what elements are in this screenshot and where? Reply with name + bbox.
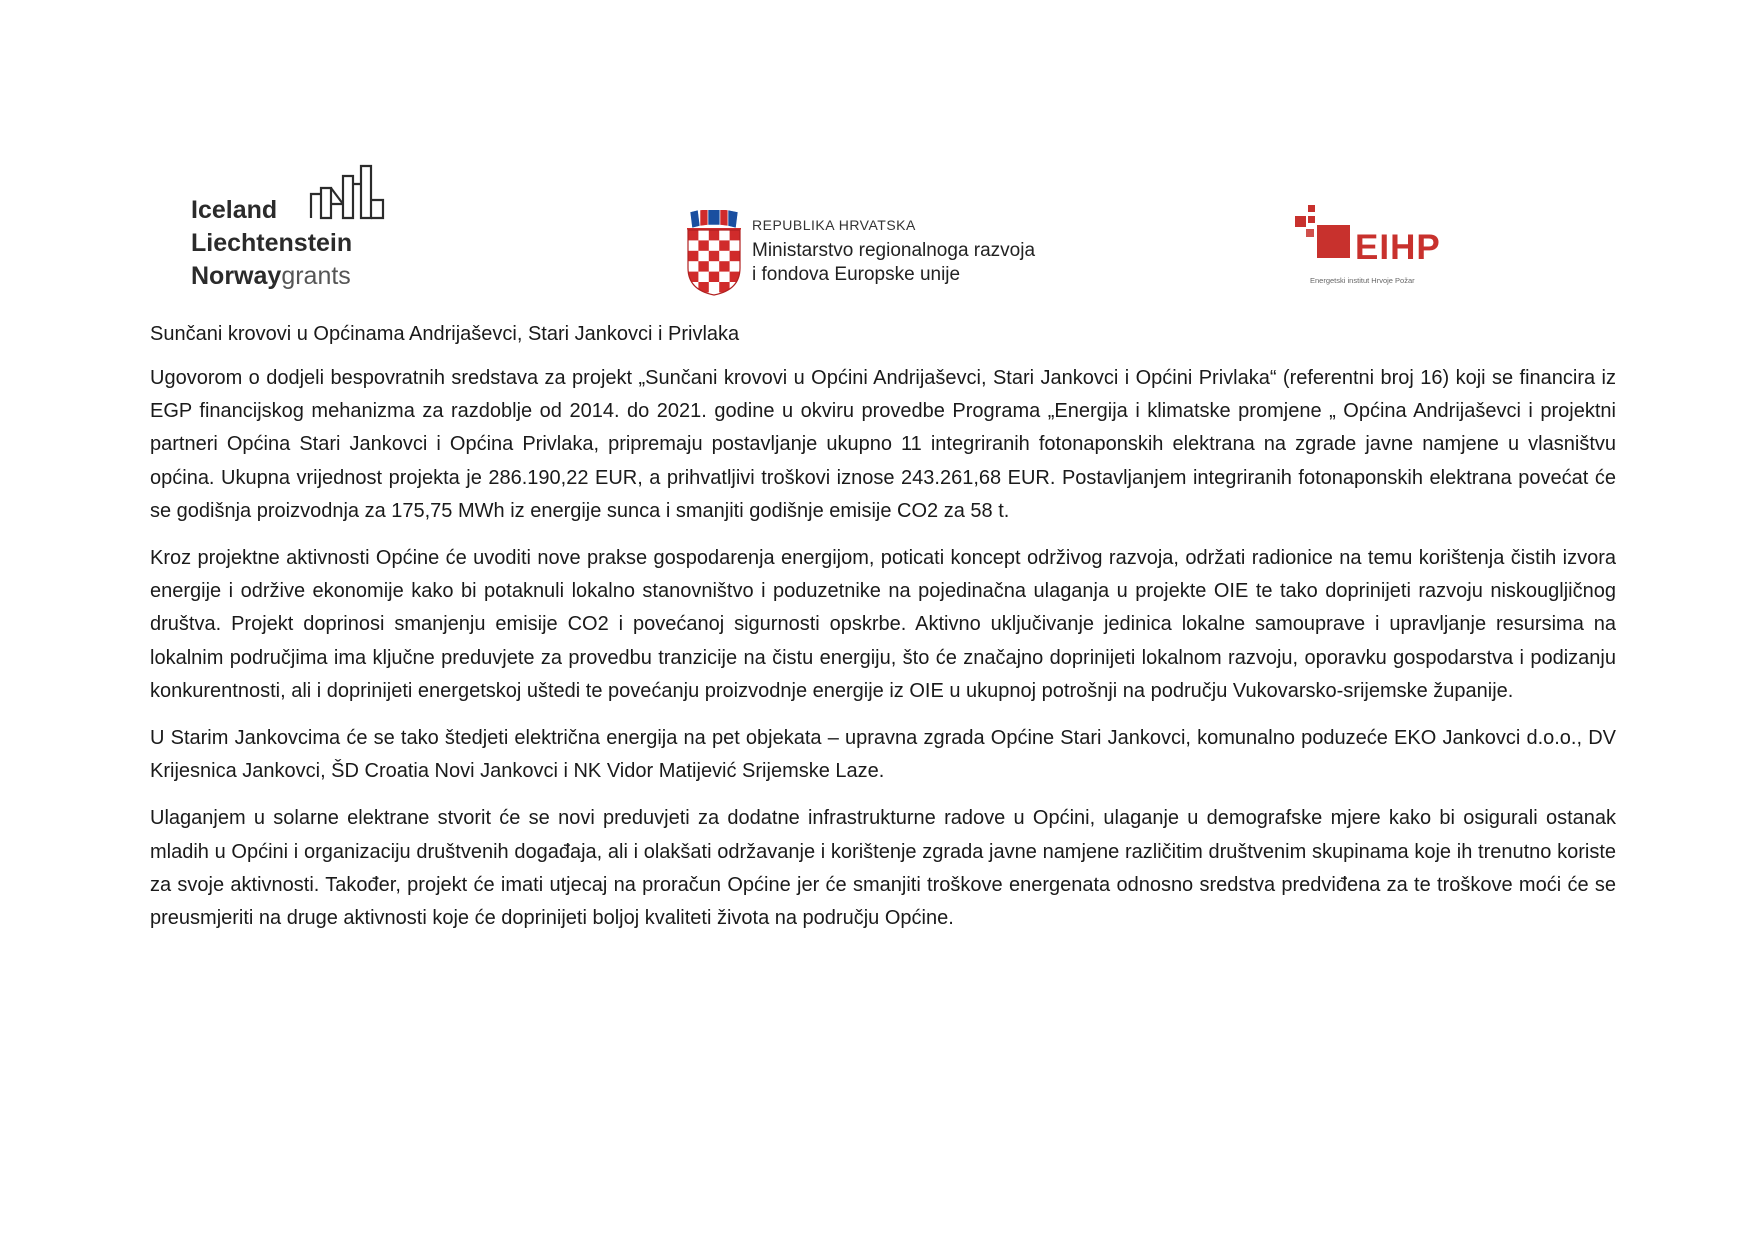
eea-logo-norway: Norway — [191, 262, 282, 290]
document-body — [150, 318, 1616, 949]
eea-logo-line-norway — [191, 261, 351, 291]
eihp-squares-mark-icon — [1290, 205, 1352, 267]
paragraph-project-overview: Ugovorom o dodjeli bespovratnih sredstava za projekt „Sunčani krovovi u Općini Andrijaševci, Stari Jankovci i Općini Privlaka“ (referentni broj 16) koji se financira iz EGP financijskog mehanizma za razdoblje od 2014. do 2021. godine u okviru provedbe Programa „Energija i klimatske promjene „ Općina Andrijaševci i projektni partneri Općina Stari Jankovci i Općina Privlaka, pripremaju postavljanje ukupno 11 integriranih fotonaponskih elektrana na zgrade javne namjene u vlasništvu općina. Ukupna vrijednost projekta je 286.190,22 EUR, a prihvatljivi troškovi iznose 243.261,68 EUR. Postavljanjem integriranih fotonaponskih elektrana povećat će se godišnja proizvodnja za 175,75 MWh iz energije sunca i smanjiti godišnje emisije CO2 za 58 t. — [150, 367, 1616, 522]
eea-logo-grants: grants — [281, 262, 351, 290]
eea-logo-line-iceland: Iceland — [191, 196, 278, 224]
croatian-coat-of-arms-icon — [686, 210, 742, 296]
eea-norway-grants-logo — [191, 160, 411, 300]
republic-label: REPUBLIKA HRVATSKA — [752, 217, 916, 233]
ministry-name-line1: Ministarstvo regionalnoga razvoja — [752, 240, 1036, 261]
paragraph-stari-jankovci-buildings: U Starim Jankovcima će se tako štedjeti električna energija na pet objekata – upravna zgrada Općine Stari Jankovci, komunalno poduzeće EKO Jankovci d.o.o., DV Krijesnica Jankovci, ŠD Croatia Novi Jankovci i NK Vidor Matijević Srijemske Laze. — [150, 727, 1616, 783]
eihp-name: EIHP — [1355, 228, 1441, 267]
ministry-logo — [686, 210, 1046, 300]
eihp-logo — [1290, 205, 1470, 295]
document-title: Sunčani krovovi u Općinama Andrijaševci, Stari Jankovci i Privlaka — [150, 323, 740, 345]
eea-grants-mark-icon — [309, 164, 389, 220]
eihp-subtitle: Energetski institut Hrvoje Požar — [1310, 276, 1415, 285]
paragraph-project-activities: Kroz projektne aktivnosti Općine će uvoditi nove prakse gospodarenja energijom, poticati koncept održivog razvoja, održati radionice na temu korištenja čistih izvora energije i održive ekonomije kako bi potaknuli lokalno stanovništvo i poduzetnike na pojedinačna ulaganja u projekte OIE te tako doprinijeti razvoju niskougljičnog društva. Projekt doprinosi smanjenju emisije CO2 i povećanoj sigurnosti opskrbe. Aktivno uključivanje jedinica lokalne samouprave i upravljanje resursima na lokalnim područjima ima ključne preduvjete za provedbu tranzicije na čistu energiju, što će značajno doprinijeti lokalnom razvoju, oporavku gospodarstva i podizanju konkurentnosti, ali i doprinijeti energetskoj uštedi te povećanju proizvodnje energije iz OIE u ukupnoj potrošnji na području Vukovarsko-srijemske županije. — [150, 547, 1616, 702]
paragraph-investment-benefits: Ulaganjem u solarne elektrane stvorit će se novi preduvjeti za dodatne infrastrukturne radove u Općini, ulaganje u demografske mjere kako bi osigurali ostanak mladih u Općini i organizaciju društvenih događaja, ali i olakšati održavanje i korištenje zgrada javne namjene različitim društvenim skupinama koje ih trenutno koriste za svoje aktivnosti. Također, projekt će imati utjecaj na proračun Općine jer će smanjiti troškove energenata odnosno sredstva predviđena za te troškove moći će se preusmjeriti na druge aktivnosti koje će doprinijeti boljoj kvaliteti života na području Općine. — [150, 807, 1616, 930]
ministry-name-line2: i fondova Europske unije — [752, 264, 961, 285]
eea-logo-line-liechtenstein: Liechtenstein — [191, 229, 353, 257]
